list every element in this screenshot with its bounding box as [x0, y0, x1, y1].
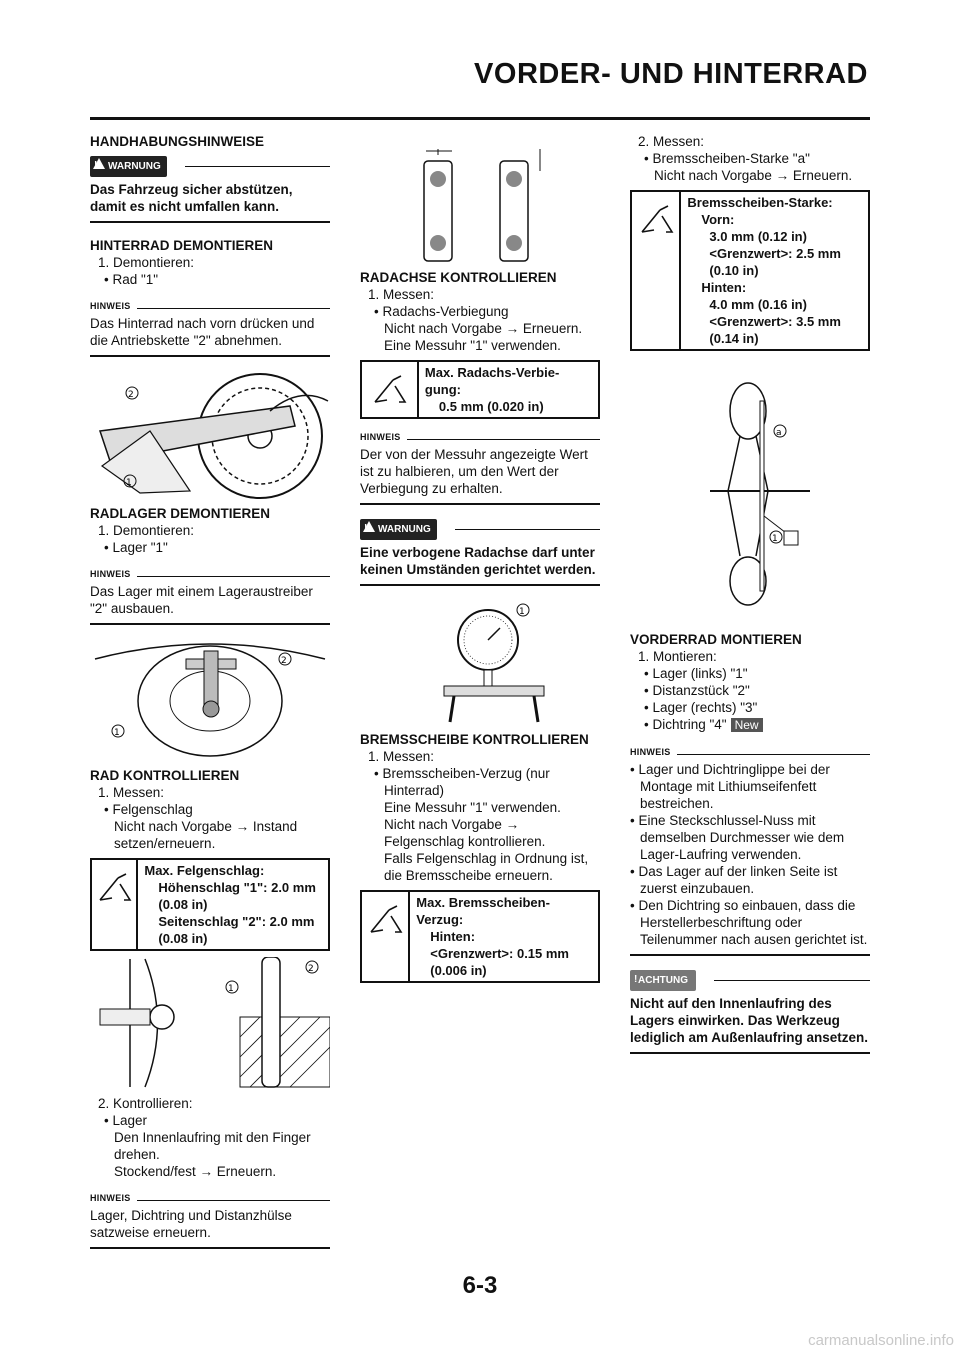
dial-gauge-axle-illustration: [360, 600, 600, 725]
indent-text: Eine Messuhr "1" verwenden.: [384, 338, 561, 353]
caliper-icon: [632, 192, 681, 349]
note-text: Lager, Dichtring und Distanzhülse satzweise erneuern.: [90, 1208, 292, 1240]
bullet-text: • Bremsscheiben-Starke "a": [644, 151, 810, 166]
step-text: 2. Kontrollieren:: [98, 1096, 193, 1111]
step-text: 1. Montieren:: [638, 649, 717, 664]
bullet-text: • Lager (links) "1": [644, 666, 748, 681]
svg-text:1: 1: [126, 478, 132, 488]
note-text: Der von der Messuhr angezeigte Wert ist zu halbieren, um den Wert der Verbiegung zu erhalten.: [360, 447, 588, 496]
svg-text:2: 2: [281, 656, 287, 666]
bullet-text: • Lager (rechts) "3": [644, 700, 758, 715]
warning-icon: [93, 158, 105, 169]
page-title: VORDER- UND HINTERRAD: [474, 58, 868, 90]
warning-badge: [90, 156, 167, 177]
svg-text:2: 2: [308, 964, 314, 974]
heading-bearing-remove: RADLAGER DEMONTIEREN: [90, 506, 271, 521]
heading-brake-disc-check: BREMSSCHEIBE KONTROLLIEREN: [360, 732, 589, 747]
spec-text: Max. Bremsscheiben-Verzug: Hinten: <Grenzwert>: 0.15 mm (0.006 in): [416, 895, 569, 978]
note-header: HINWEIS: [630, 744, 870, 761]
svg-text:1: 1: [228, 984, 234, 994]
heading-axle-check: RADACHSE KONTROLLIEREN: [360, 270, 557, 285]
indent-text: Stockend/fest → Erneuern.: [114, 1164, 277, 1179]
spec-box: [360, 890, 600, 983]
indent-text: Nicht nach Vorgabe → Instand setzen/erneuern.: [114, 819, 298, 851]
caliper-icon: [362, 892, 410, 981]
heading-wheel-check: RAD KONTROLLIEREN: [90, 768, 240, 783]
indent-text: Eine Messuhr "1" verwenden.: [384, 800, 561, 815]
step-text: 1. Demontieren:: [98, 255, 195, 270]
note-header: HINWEIS: [90, 1190, 330, 1207]
caliper-icon: [92, 860, 138, 949]
caution-badge: ! ACHTUNG: [630, 970, 696, 991]
spec-box: [360, 360, 600, 419]
spec-text: Bremsscheiben-Starke: Vorn: 3.0 mm (0.12 in) <Grenzwert>: 2.5 mm (0.10 in) Hinten: 4.0 mm (0.16 in) <Grenzwert>: 3.5 mm (0.14 in): [687, 195, 841, 346]
warning-label: WARNUNG: [378, 524, 431, 535]
spec-text: Max. Felgenschlag: Höhenschlag "1": 2.0 mm (0.08 in) Seitenschlag "2": 2.0 mm (0.08 in): [144, 863, 316, 946]
warning-text: Das Fahrzeug sicher abstützen, damit es nicht umfallen kann.: [90, 182, 293, 214]
step-text: 2. Messen:: [638, 134, 705, 149]
brake-disc-thickness-illustration: [630, 381, 870, 611]
new-badge: New: [731, 718, 763, 732]
spec-box: [90, 858, 330, 951]
caliper-icon: [362, 362, 419, 417]
indent-text: Den Innenlaufring mit den Finger drehen.: [114, 1130, 311, 1162]
svg-text:1: 1: [772, 534, 778, 544]
step-text: 1. Demontieren:: [98, 523, 195, 538]
note-bullet: • Eine Steckschlussel-Nuss mit demselben Durchmesser wie dem Lager-Laufring verwenden.: [630, 813, 845, 862]
bullet-text-with-badge: • Dichtring "4" New: [644, 716, 870, 734]
note-bullet: • Den Dichtring so einbauen, dass die Herstellerbeschriftung oder Teilenummer nach ausen gerichtet ist.: [630, 898, 868, 947]
column-3: [630, 133, 870, 1068]
rim-runout-illustration: [90, 957, 330, 1089]
heading-handling: HANDHABUNGSHINWEISE: [90, 134, 265, 149]
axle-bearing-illustration: [360, 141, 600, 263]
note-header: HINWEIS: [90, 566, 330, 583]
bullet-text: • Distanzstück "2": [644, 683, 750, 698]
warning-label: WARNUNG: [108, 161, 161, 172]
step-text: 1. Messen:: [98, 785, 165, 800]
warning-banner: [360, 519, 600, 540]
svg-text:a: a: [776, 428, 782, 438]
note-header: HINWEIS: [360, 429, 600, 446]
indent-text: Nicht nach Vorgabe → Erneuern.: [384, 321, 583, 336]
indent-text: Nicht nach Vorgabe → Erneuern.: [654, 168, 853, 183]
caution-banner: [630, 970, 870, 991]
note-text: Das Hinterrad nach vorn drücken und die Antriebskette "2" abnehmen.: [90, 316, 315, 348]
svg-text:2: 2: [128, 390, 134, 400]
bullet-text: • Lager: [104, 1113, 148, 1128]
step-text: 1. Messen:: [368, 287, 435, 302]
warning-icon: [363, 521, 375, 532]
note-bullet: • Lager und Dichtringlippe bei der Montage mit Lithiumseifenfett bestreichen.: [630, 762, 830, 811]
caution-text: Nicht auf den Innenlaufring des Lagers einwirken. Das Werkzeug lediglich am Außenlaufring ansetzen.: [630, 996, 869, 1045]
svg-text:1: 1: [519, 607, 525, 617]
spec-text: Max. Radachs-Verbie-gung: 0.5 mm (0.020 in): [424, 365, 560, 414]
bullet-text: • Felgenschlag: [104, 802, 193, 817]
spec-box: [630, 190, 870, 351]
warning-banner: [90, 156, 330, 177]
indent-text: Falls Felgenschlag in Ordnung ist, die Bremsscheibe erneuern.: [384, 851, 589, 883]
column-1: [90, 133, 330, 1263]
indent-text: Nicht nach Vorgabe → Felgenschlag kontrollieren.: [384, 817, 546, 849]
title-rule: [90, 117, 870, 120]
warning-badge: [360, 519, 437, 540]
column-2: [360, 133, 600, 989]
footer-watermark: carmanualsonline.info: [808, 1332, 954, 1349]
bearing-driver-illustration: [90, 639, 330, 761]
heading-rear-wheel-remove: HINTERRAD DEMONTIEREN: [90, 238, 274, 253]
page-number: 6-3: [462, 1272, 498, 1299]
bullet-text: • Bremsscheiben-Verzug (nur Hinterrad): [374, 766, 550, 798]
heading-front-wheel-install: VORDERRAD MONTIEREN: [630, 632, 802, 647]
step-text: 1. Messen:: [368, 749, 435, 764]
note-header: HINWEIS: [90, 298, 330, 315]
note-text: Das Lager mit einem Lageraustreiber "2" ausbauen.: [90, 584, 313, 616]
warning-text: Eine verbogene Radachse darf unter keinen Umständen gerichtet werden.: [360, 545, 596, 577]
rear-wheel-chain-illustration: [90, 371, 330, 499]
svg-text:1: 1: [114, 728, 120, 738]
bullet-text: • Rad "1": [104, 272, 159, 287]
bullet-text: • Radachs-Verbiegung: [374, 304, 509, 319]
note-bullet: • Das Lager auf der linken Seite ist zuerst einzubauen.: [630, 864, 838, 896]
bullet-text: • Lager "1": [104, 540, 168, 555]
